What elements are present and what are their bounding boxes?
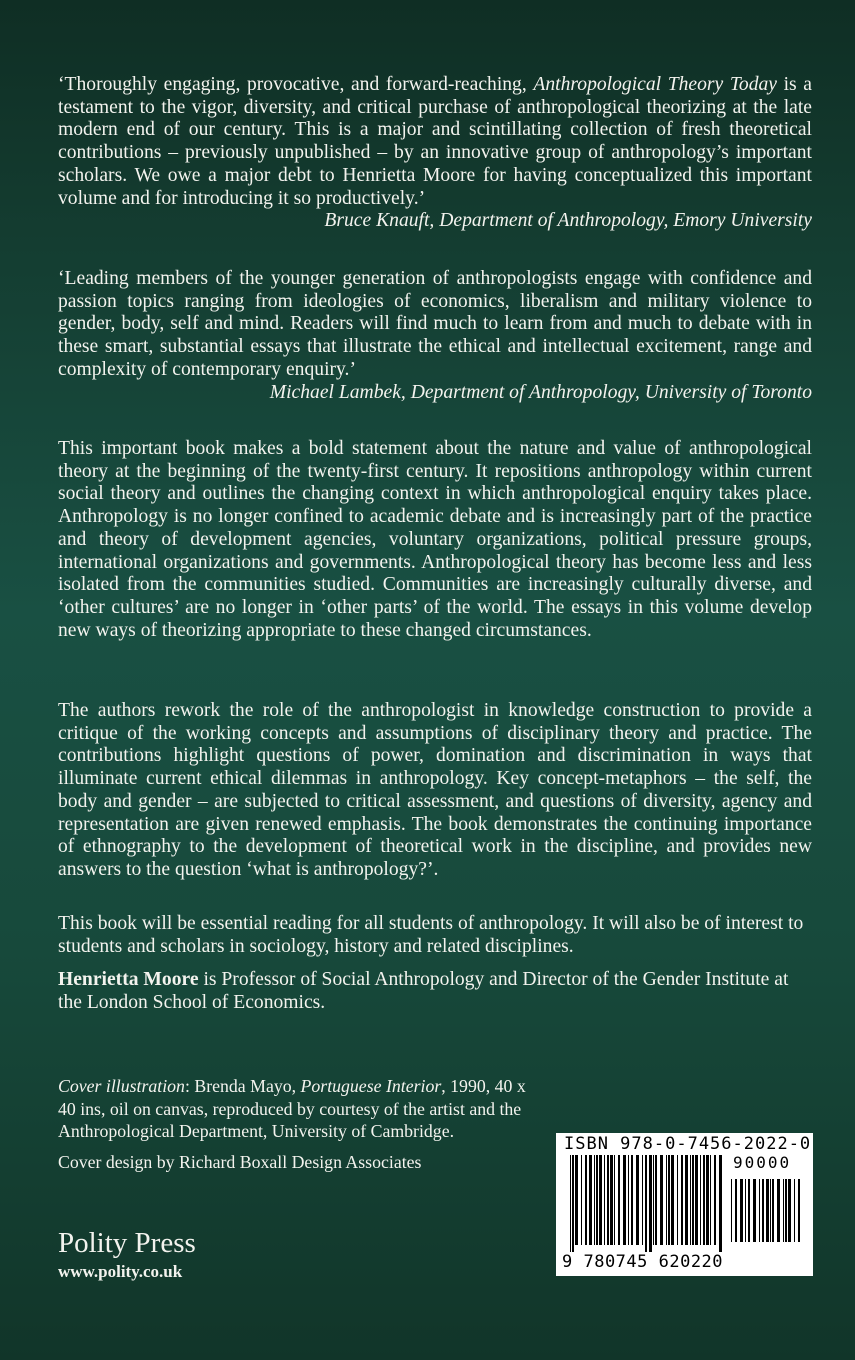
barcode-bar: [745, 1179, 746, 1242]
blurb-quote-knauft: [58, 74, 812, 233]
barcode-bar: [703, 1155, 705, 1245]
barcode-bar: [607, 1155, 609, 1245]
barcode-bar: [783, 1179, 784, 1242]
barcode-bar: [645, 1155, 647, 1252]
blurb-quote-lambek: [58, 268, 812, 404]
ean-number: 9 780745 620220: [562, 1252, 724, 1272]
barcode-bar: [692, 1155, 694, 1245]
barcode-bar: [695, 1155, 698, 1245]
barcode-bar: [731, 1179, 732, 1242]
publisher-name: Polity Press: [58, 1227, 196, 1259]
barcode-bar: [572, 1155, 574, 1252]
isbn-label: ISBN 978-0-7456-2022-0: [564, 1134, 812, 1154]
barcode-bar: [772, 1179, 774, 1242]
publisher-website: www.polity.co.uk: [58, 1262, 183, 1281]
barcode-bar: [668, 1155, 670, 1245]
barcode-bar: [770, 1179, 771, 1242]
barcode-bar: [685, 1155, 688, 1245]
barcode-bar: [735, 1179, 737, 1242]
author-name: Henrietta Moore: [58, 969, 199, 990]
barcode-bar: [798, 1179, 800, 1242]
barcode-bar: [575, 1155, 578, 1245]
barcode-bar: [766, 1179, 769, 1242]
description-paragraph: This important book makes a bold statement about the nature and value of anthropological theory at the beginning of the twenty-first century. It repositions anthropology within current social theory and outlines the changing context in which anthropological enquiry takes place. Anthropology is no longer confined to academic debate and is increasingly part of the practice and theory of development agencies, voluntary organizations, political pressure groups, international organizations and governments. Anthropological theory has become less and less isolated from the communities studied. Communities are increasingly culturally diverse, and ‘other cultures’ are no longer in ‘other parts’ of the world. The essays in this volume develop new ways of theorizing appropriate to these changed circumstances.: [58, 438, 812, 641]
barcode-bar: [618, 1155, 620, 1245]
barcode-bar: [794, 1179, 795, 1242]
barcode-bar: [655, 1155, 657, 1245]
barcode-bar: [623, 1155, 626, 1245]
barcode-bar: [710, 1155, 711, 1245]
barcode-bar: [753, 1179, 756, 1242]
barcode-bar: [653, 1155, 654, 1245]
barcode-bar: [740, 1179, 743, 1242]
addon-number: 90000: [733, 1153, 792, 1172]
addon-barcode-bars: [731, 1157, 803, 1249]
barcode-bar: [581, 1155, 582, 1245]
barcode-bar: [777, 1179, 780, 1242]
barcode-bar: [636, 1155, 639, 1245]
barcode-bar: [585, 1155, 587, 1245]
barcode-bar: [706, 1155, 709, 1245]
barcode-bar: [614, 1155, 615, 1245]
barcode-bar: [589, 1155, 592, 1245]
barcode-bar: [628, 1155, 629, 1245]
barcode-bar: [748, 1179, 750, 1242]
barcode-bar: [660, 1155, 663, 1245]
barcode-bar: [690, 1155, 691, 1245]
barcode-bar: [604, 1155, 605, 1245]
book-title: Anthropological Theory Today: [533, 74, 777, 95]
cover-illustration-credit: Cover illustration: Brenda Mayo, Portuguese Interior, 1990, 40 x 40 ins, oil on canvas, reproduced by courtesy of the artist and the Anthropological Department, University of Cambridge.: [58, 1076, 526, 1141]
quote-attribution: Bruce Knauft, Department of Anthropology, Emory University: [324, 210, 812, 232]
author-bio: Henrietta Moore is Professor of Social Anthropology and Director of the Gender Institute at the London School of Economics.: [58, 969, 789, 1013]
barcode-bar: [700, 1155, 701, 1245]
description-paragraph: The authors rework the role of the anthropologist in knowledge construction to provide a critique of the working concepts and assumptions of disciplinary theory and practice. The contributions highlight questions of power, domination and discrimination in ways that illuminate current ethical dilemmas in anthropology. Key concept-metaphors – the self, the body and gender – are subjected to critical assessment, and questions of diversity, agency and representation are given renewed emphasis. The book demonstrates the continuing importance of ethnography to the development of theoretical work in the discipline, and provides new answers to the question ‘what is anthropology?’.: [58, 700, 812, 880]
isbn-barcode: [556, 1133, 813, 1276]
ean-barcode-bars: [570, 1155, 722, 1252]
barcode-bar: [599, 1155, 602, 1245]
barcode-bar: [649, 1155, 652, 1252]
barcode-bar: [610, 1155, 613, 1245]
description-paragraph: This book will be essential reading for all students of anthropology. It will also be of interest to students and scholars in sociology, history and related disciplines.: [58, 913, 804, 957]
barcode-bar: [671, 1155, 674, 1245]
barcode-bar: [631, 1155, 633, 1245]
barcode-bar: [719, 1155, 722, 1252]
quote-text: ‘Leading members of the younger generation of anthropologists engage with confidence and passion topics ranging from ideologies of economics, liberalism and military violence to gender, body, self and mind. Readers will find much to learn from and much to debate with in these smart, substantial essays that illustrate the ethical and intellectual excitement, range and complexity of contemporary enquiry.’: [58, 268, 812, 380]
cover-design-credit: Cover design by Richard Boxall Design Associates: [58, 1151, 422, 1172]
barcode-bar: [759, 1179, 760, 1242]
quote-text: ‘Thoroughly engaging, provocative, and forward-reaching, Anthropological Theory Today is a testament to the vigor, diversity, and critical purchase of anthropological theorizing at the late modern end of our century. This is a major and scintillating collection of fresh theoretical contributions – previously unpublished – by an innovative group of anthropology’s important scholars. We owe a major debt to Henrietta Moore for having conceptualized this important volume and for introducing it so productively.’: [58, 74, 812, 209]
barcode-bar: [594, 1155, 595, 1245]
barcode-bar: [642, 1155, 643, 1245]
barcode-bar: [788, 1179, 791, 1242]
barcode-bar: [681, 1155, 683, 1245]
barcode-bar: [762, 1179, 764, 1242]
barcode-bar: [677, 1155, 678, 1245]
barcode-bar: [666, 1155, 667, 1245]
barcode-bar: [714, 1155, 716, 1245]
barcode-bar: [570, 1155, 571, 1252]
cover-credits: [58, 1075, 528, 1173]
barcode-bar: [785, 1179, 787, 1242]
quote-attribution: Michael Lambek, Department of Anthropology, University of Toronto: [269, 381, 812, 403]
barcode-bar: [596, 1155, 598, 1245]
